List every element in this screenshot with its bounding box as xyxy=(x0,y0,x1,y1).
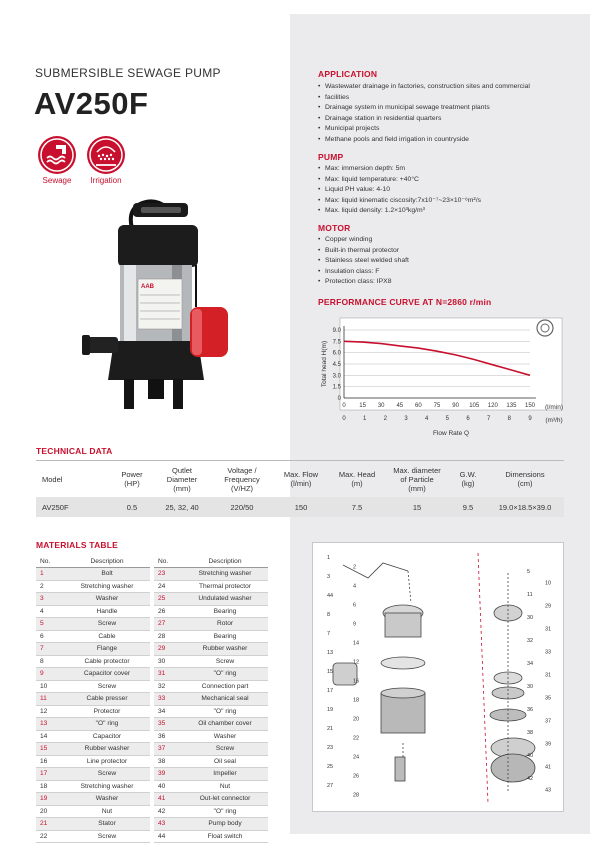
table-cell: 220/50 xyxy=(212,497,272,517)
part-description: Cable xyxy=(64,630,150,643)
part-number: 37 xyxy=(154,743,182,756)
diagram-part-label: 37 xyxy=(545,718,552,725)
motor-heading: MOTOR xyxy=(318,223,351,233)
col-no: No. xyxy=(154,556,182,568)
y-tick-label: 4.5 xyxy=(332,362,341,368)
diagram-part-label: 9 xyxy=(353,621,357,628)
diagram-part-label: 14 xyxy=(353,640,360,647)
table-row xyxy=(36,818,150,831)
x-tick-label: 0 xyxy=(342,403,346,409)
part-description: Thermal protector xyxy=(182,580,268,593)
performance-chart xyxy=(316,312,566,442)
diagram-part-label: 29 xyxy=(545,603,552,610)
table-row xyxy=(36,568,150,581)
diagram-part-label: 44 xyxy=(327,593,334,599)
part-description: Screw xyxy=(182,743,268,756)
diagram-part-label: 8 xyxy=(327,612,331,618)
table-row xyxy=(36,805,150,818)
table-cell: 7.5 xyxy=(330,497,384,517)
part-description: Connection part xyxy=(182,680,268,693)
pump-image xyxy=(78,195,248,425)
y-tick-label: 7.5 xyxy=(332,339,341,346)
table-row xyxy=(154,755,268,768)
part-number: 22 xyxy=(36,830,64,843)
diagram-part-label: 31 xyxy=(545,626,552,633)
table-row xyxy=(154,630,268,643)
table-row xyxy=(36,755,150,768)
part-description: Stretching washer xyxy=(64,780,150,793)
part-number: 43 xyxy=(154,818,182,831)
diagram-part-label: 40 xyxy=(527,753,534,759)
x-tick-label-m3h: 0 xyxy=(342,416,346,422)
materials-heading: MATERIALS TABLE xyxy=(36,540,119,550)
x-axis-label: Flow Rate Q xyxy=(432,430,470,437)
part-number: 1 xyxy=(36,568,64,581)
part-description: Pump body xyxy=(182,818,268,831)
diagram-part-label: 30 xyxy=(527,684,534,690)
table-row xyxy=(36,730,150,743)
motor-list xyxy=(318,235,580,288)
part-number: 40 xyxy=(154,780,182,793)
diagram-part-label: 26 xyxy=(353,773,360,780)
product-subtitle: SUBMERSIBLE SEWAGE PUMP xyxy=(35,66,221,80)
x-tick-label-m3h: 2 xyxy=(383,416,388,422)
table-row xyxy=(36,643,150,656)
x-unit-m3h: (m³/h) xyxy=(545,417,563,424)
part-description: "O" ring xyxy=(182,705,268,718)
list-item: • Insulation class: F xyxy=(318,267,580,278)
pump-brand-label: AAB xyxy=(141,284,154,290)
part-number: 8 xyxy=(36,655,64,668)
list-item: • Copper winding xyxy=(318,235,580,246)
diagram-part-label: 13 xyxy=(327,650,334,656)
part-number: 28 xyxy=(154,630,182,643)
part-number: 30 xyxy=(154,655,182,668)
y-tick-label: 0 xyxy=(337,396,341,402)
diagram-part-label: 10 xyxy=(545,580,552,587)
list-item: • Max: liquid kinematic ciscosity:7x10⁻⁷~23×10⁻⁶m²/s xyxy=(318,196,580,207)
table-row xyxy=(36,780,150,793)
part-description: Screw xyxy=(64,680,150,693)
x-tick-label: 60 xyxy=(415,403,422,409)
part-description: Screw xyxy=(182,655,268,668)
part-description: Impeller xyxy=(182,768,268,781)
part-description: Rubber washer xyxy=(182,643,268,656)
technical-table xyxy=(36,461,564,517)
diagram-part-label: 30 xyxy=(527,615,534,621)
table-row xyxy=(36,680,150,693)
table-row xyxy=(154,580,268,593)
table-row xyxy=(154,743,268,756)
part-number: 14 xyxy=(36,730,64,743)
x-tick-label: 150 xyxy=(524,403,536,409)
table-row xyxy=(36,605,150,618)
part-description: Flange xyxy=(64,643,150,656)
diagram-part-label: 19 xyxy=(327,707,334,713)
part-description: Capacitor cover xyxy=(64,668,150,681)
part-description: Screw xyxy=(64,830,150,843)
list-item: • Max: immersion depth: 5m xyxy=(318,164,580,175)
diagram-part-label: 39 xyxy=(545,741,552,748)
part-number: 9 xyxy=(36,668,64,681)
part-description: Cable protector xyxy=(64,655,150,668)
part-description: Stretching washer xyxy=(64,580,150,593)
table-cell: 9.5 xyxy=(450,497,486,517)
col-desc: Description xyxy=(182,556,268,568)
part-number: 25 xyxy=(154,593,182,606)
table-row xyxy=(154,668,268,681)
part-number: 42 xyxy=(154,805,182,818)
diagram-part-label: 36 xyxy=(527,707,534,713)
y-tick-label: 3.0 xyxy=(332,373,341,380)
part-description: "O" ring xyxy=(64,718,150,731)
table-row xyxy=(36,668,150,681)
part-description: Stator xyxy=(64,818,150,831)
y-tick-label: 6.0 xyxy=(332,350,341,357)
tech-header: Dimensions (cm) xyxy=(505,470,545,488)
diagram-part-label: 41 xyxy=(545,764,552,771)
part-number: 18 xyxy=(36,780,64,793)
part-description: "O" ring xyxy=(182,668,268,681)
table-row xyxy=(36,693,150,706)
part-number: 32 xyxy=(154,680,182,693)
col-desc: Description xyxy=(64,556,150,568)
table-row xyxy=(36,768,150,781)
diagram-part-label: 4 xyxy=(353,583,357,590)
part-number: 5 xyxy=(36,618,64,631)
table-cell: 15 xyxy=(384,497,450,517)
part-number: 2 xyxy=(36,580,64,593)
diagram-part-label: 31 xyxy=(545,672,552,679)
table-row xyxy=(36,718,150,731)
table-row xyxy=(154,618,268,631)
part-description: Cable presser xyxy=(64,693,150,706)
diagram-part-label: 2 xyxy=(353,564,357,571)
tech-header: Max. Head (m) xyxy=(338,470,376,488)
part-description: Handle xyxy=(64,605,150,618)
part-description: "O" ring xyxy=(182,805,268,818)
table-row xyxy=(36,630,150,643)
table-cell: 19.0×18.5×39.0 xyxy=(486,497,564,517)
part-number: 41 xyxy=(154,793,182,806)
x-tick-label-m3h: 1 xyxy=(362,416,367,422)
x-tick-label-m3h: 7 xyxy=(486,416,491,422)
part-number: 13 xyxy=(36,718,64,731)
diagram-part-label: 22 xyxy=(353,735,360,742)
part-description: Screw xyxy=(64,618,150,631)
list-item: • Drainage station in residential quarters xyxy=(318,114,580,125)
table-row xyxy=(36,618,150,631)
diagram-part-label: 5 xyxy=(527,569,531,575)
x-tick-label-m3h: 3 xyxy=(404,416,408,422)
part-description: Undulated washer xyxy=(182,593,268,606)
part-number: 38 xyxy=(154,755,182,768)
list-item: • facilities xyxy=(318,93,580,104)
part-number: 29 xyxy=(154,643,182,656)
sewage-label: Sewage xyxy=(42,176,72,185)
part-description: Nut xyxy=(182,780,268,793)
table-row xyxy=(154,643,268,656)
diagram-part-label: 42 xyxy=(527,776,534,782)
table-row xyxy=(154,730,268,743)
list-item: • Drainage system in municipal sewage treatment plants xyxy=(318,103,580,114)
part-number: 10 xyxy=(36,680,64,693)
part-number: 26 xyxy=(154,605,182,618)
part-number: 31 xyxy=(154,668,182,681)
table-row xyxy=(154,780,268,793)
part-number: 33 xyxy=(154,693,182,706)
x-tick-label: 135 xyxy=(506,403,517,409)
table-row xyxy=(154,680,268,693)
list-item: • Stainless steel welded shaft xyxy=(318,256,580,267)
part-description: Out-let connector xyxy=(182,793,268,806)
table-row xyxy=(154,705,268,718)
part-number: 16 xyxy=(36,755,64,768)
exploded-diagram xyxy=(312,542,564,812)
diagram-part-label: 25 xyxy=(327,764,334,770)
part-number: 11 xyxy=(36,693,64,706)
x-unit-lmin: (l/min) xyxy=(544,404,564,411)
part-number: 19 xyxy=(36,793,64,806)
part-description: Protector xyxy=(64,705,150,718)
diagram-part-label: 23 xyxy=(327,745,334,751)
model-title: AV250F xyxy=(34,86,149,121)
part-number: 27 xyxy=(154,618,182,631)
col-no: No. xyxy=(36,556,64,568)
part-number: 36 xyxy=(154,730,182,743)
diagram-part-label: 21 xyxy=(327,726,334,732)
part-description: Mechanical seal xyxy=(182,693,268,706)
part-description: Screw xyxy=(64,768,150,781)
list-item: • Wastewater drainage in factories, construction sites and commercial xyxy=(318,82,580,93)
tech-header: Model xyxy=(42,474,63,484)
x-tick-label-m3h: 9 xyxy=(528,416,532,422)
diagram-part-label: 1 xyxy=(327,555,331,561)
pump-list xyxy=(318,164,580,217)
x-tick-label-m3h: 4 xyxy=(424,416,429,422)
part-description: Bearing xyxy=(182,605,268,618)
diagram-part-label: 16 xyxy=(353,678,360,685)
diagram-part-label: 7 xyxy=(327,631,331,637)
y-tick-label: 1.5 xyxy=(332,384,341,391)
part-number: 4 xyxy=(36,605,64,618)
diagram-part-label: 12 xyxy=(353,659,360,666)
sewage-icon xyxy=(38,136,76,174)
table-row xyxy=(154,830,268,843)
table-row xyxy=(36,743,150,756)
x-tick-label: 75 xyxy=(433,403,441,409)
x-tick-label: 90 xyxy=(452,403,459,409)
table-row xyxy=(154,793,268,806)
x-tick-label-m3h: 5 xyxy=(445,416,450,422)
part-number: 35 xyxy=(154,718,182,731)
list-item: • Methane pools and field irrigation in countryside xyxy=(318,135,580,146)
y-axis-label: Total head H(m) xyxy=(321,340,328,388)
list-item: • Max: liquid temperature: +40°C xyxy=(318,175,580,186)
part-description: Float switch xyxy=(182,830,268,843)
application-heading: APPLICATION xyxy=(318,69,378,79)
y-tick-label: 9.0 xyxy=(332,328,341,334)
part-number: 6 xyxy=(36,630,64,643)
part-description: Nut xyxy=(64,805,150,818)
diagram-part-label: 32 xyxy=(527,638,534,644)
table-row xyxy=(36,830,150,843)
application-list xyxy=(318,82,580,145)
materials-table-right xyxy=(154,556,268,843)
part-description: Washer xyxy=(64,793,150,806)
diagram-part-label: 28 xyxy=(353,792,360,799)
part-description: Oil chamber cover xyxy=(182,718,268,731)
part-number: 12 xyxy=(36,705,64,718)
table-row xyxy=(36,793,150,806)
table-cell: 0.5 xyxy=(112,497,152,517)
diagram-part-label: 43 xyxy=(545,787,552,794)
part-number: 15 xyxy=(36,743,64,756)
part-number: 20 xyxy=(36,805,64,818)
part-description: Washer xyxy=(64,593,150,606)
tech-header: Max. diameter of Particle (mm) xyxy=(393,465,441,493)
part-number: 24 xyxy=(154,580,182,593)
table-row xyxy=(154,593,268,606)
diagram-part-label: 6 xyxy=(353,602,357,609)
part-description: Line protector xyxy=(64,755,150,768)
part-number: 21 xyxy=(36,818,64,831)
x-tick-label: 105 xyxy=(469,403,480,409)
part-number: 7 xyxy=(36,643,64,656)
part-description: Stretching washer xyxy=(182,568,268,581)
pump-heading: PUMP xyxy=(318,152,344,162)
tech-header: G.W. (kg) xyxy=(459,470,477,488)
table-row xyxy=(36,705,150,718)
diagram-part-label: 15 xyxy=(327,669,334,675)
table-cell: 25, 32, 40 xyxy=(152,497,212,517)
table-row xyxy=(154,605,268,618)
part-number: 34 xyxy=(154,705,182,718)
table-row xyxy=(154,818,268,831)
table-row xyxy=(154,805,268,818)
table-row xyxy=(154,693,268,706)
list-item: • Built-in thermal protector xyxy=(318,246,580,257)
tech-header: Qutlet Diameter (mm) xyxy=(166,465,198,493)
table-row xyxy=(154,655,268,668)
table-row xyxy=(36,655,150,668)
part-number: 3 xyxy=(36,593,64,606)
list-item: • Max. liquid density: 1.2×10³kg/m³ xyxy=(318,206,580,217)
diagram-part-label: 24 xyxy=(353,754,360,761)
part-description: Capacitor xyxy=(64,730,150,743)
part-description: Oil seal xyxy=(182,755,268,768)
part-number: 39 xyxy=(154,768,182,781)
tech-header: Voltage / Frequency (V/HZ) xyxy=(224,465,260,493)
part-number: 23 xyxy=(154,568,182,581)
diagram-part-label: 3 xyxy=(327,574,331,580)
x-tick-label: 45 xyxy=(396,403,404,409)
part-description: Washer xyxy=(182,730,268,743)
x-tick-label-m3h: 8 xyxy=(507,416,512,422)
diagram-part-label: 17 xyxy=(327,688,334,694)
table-cell: 150 xyxy=(272,497,330,517)
diagram-part-label: 20 xyxy=(353,716,360,723)
table-row xyxy=(154,568,268,581)
part-description: Rotor xyxy=(182,618,268,631)
table-row xyxy=(36,497,564,517)
table-row xyxy=(36,593,150,606)
diagram-part-label: 27 xyxy=(327,783,334,789)
irrigation-label: Irrigation xyxy=(90,176,122,185)
list-item: • Municipal projects xyxy=(318,124,580,135)
technical-heading: TECHNICAL DATA xyxy=(36,446,113,456)
part-description: Rubber washer xyxy=(64,743,150,756)
tech-header: Max. Flow (l/min) xyxy=(283,470,319,488)
x-tick-label: 30 xyxy=(377,403,385,409)
tech-header: Power (HP) xyxy=(121,470,143,488)
part-description: Bearing xyxy=(182,630,268,643)
diagram-part-label: 33 xyxy=(545,649,552,656)
list-item: • Protection class: IPX8 xyxy=(318,277,580,288)
part-number: 17 xyxy=(36,768,64,781)
list-item: • Liquid PH value: 4-10 xyxy=(318,185,580,196)
x-tick-label: 120 xyxy=(487,403,498,409)
part-description: Bolt xyxy=(64,568,150,581)
part-number: 44 xyxy=(154,830,182,843)
irrigation-icon xyxy=(87,136,125,174)
curve-heading: PERFORMANCE CURVE AT N=2860 r/min xyxy=(318,297,492,307)
diagram-part-label: 35 xyxy=(545,695,552,702)
materials-table-left xyxy=(36,556,150,843)
exploded-drawing xyxy=(313,543,563,811)
diagram-part-label: 38 xyxy=(527,730,534,736)
table-row xyxy=(36,580,150,593)
x-tick-label: 15 xyxy=(359,403,366,409)
table-row xyxy=(154,768,268,781)
table-cell: AV250F xyxy=(36,497,112,517)
diagram-part-label: 11 xyxy=(527,592,533,598)
table-row xyxy=(154,718,268,731)
diagram-part-label: 18 xyxy=(353,697,360,704)
x-tick-label-m3h: 6 xyxy=(466,416,470,422)
diagram-part-label: 34 xyxy=(527,661,534,667)
